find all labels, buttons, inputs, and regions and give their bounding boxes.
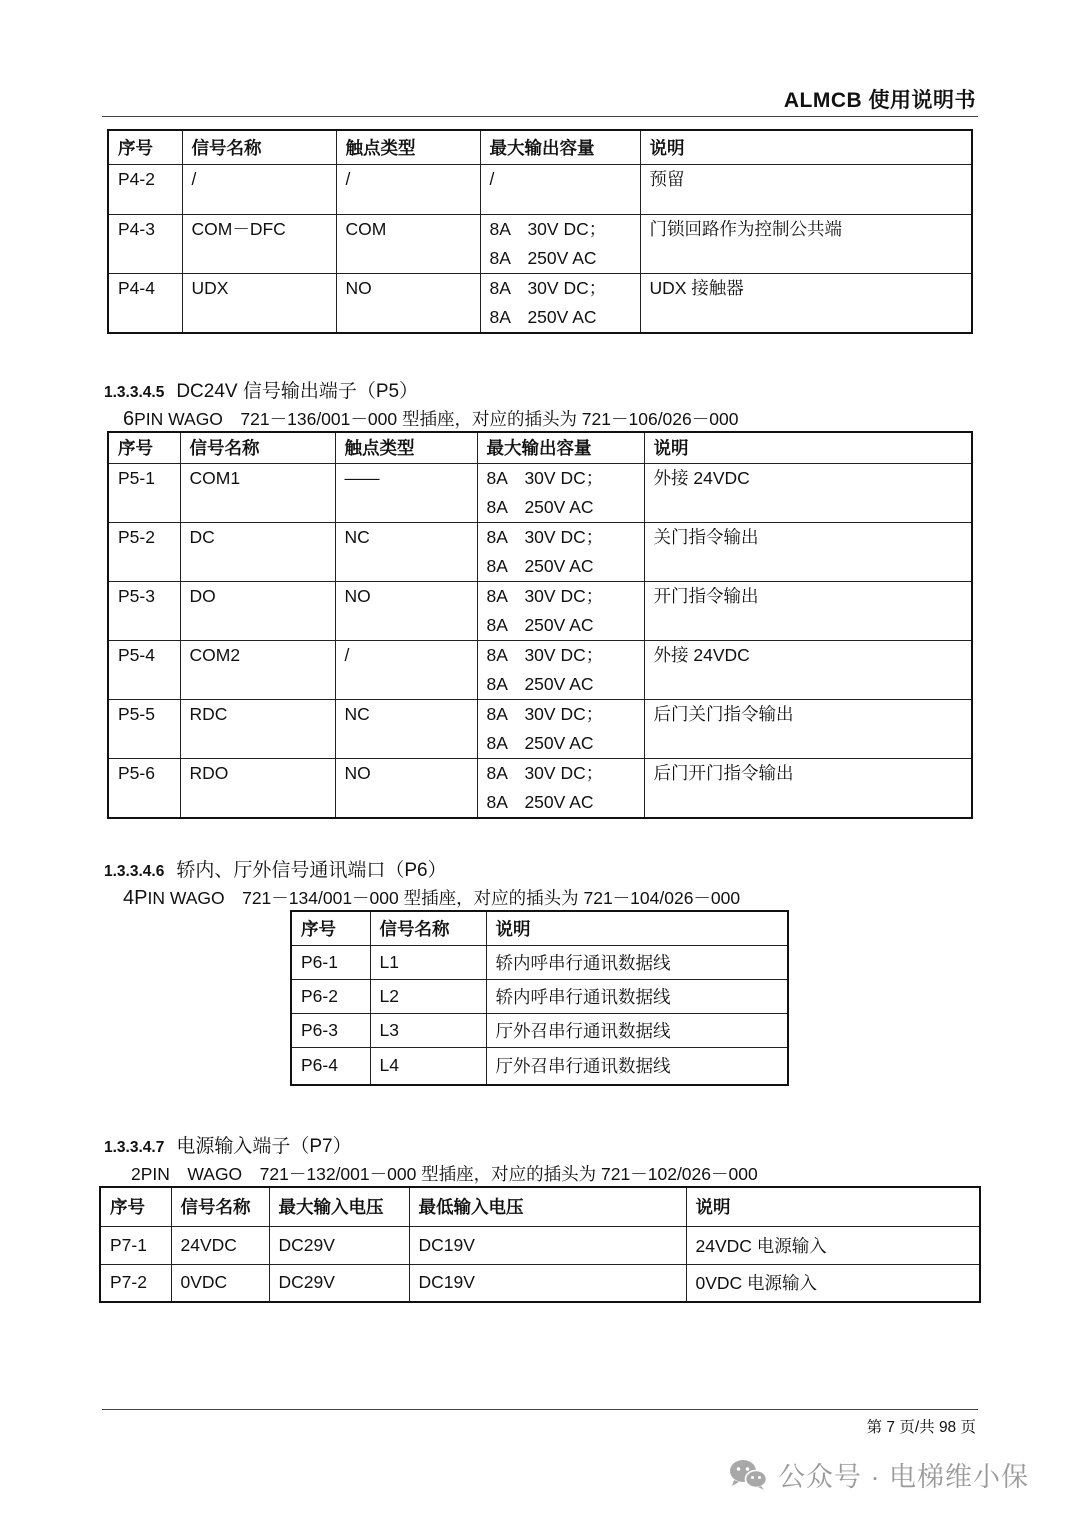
connector-spec: IN WAGO 721－134/001－000 型插座，对应的插头为 721－104/026－000	[147, 888, 741, 908]
column-header: 说明	[644, 432, 972, 463]
row-capacity-ac: 8A 250V AC	[489, 247, 597, 268]
row-signal: UDX	[191, 277, 229, 298]
column-header: 信号名称	[370, 911, 486, 945]
row-signal: COM1	[189, 467, 241, 488]
section-number: 1.3.3.4.7	[104, 1139, 165, 1156]
table-header-row	[100, 1187, 980, 1226]
table-row	[108, 581, 972, 640]
column-header: 最大输出容量	[480, 130, 640, 164]
row-capacity-dc: 8A 30V DC；	[486, 585, 604, 606]
table-header-row	[291, 911, 788, 945]
row-capacity-ac: 8A 250V AC	[486, 673, 594, 694]
watermark	[728, 1455, 1029, 1494]
section-title: 轿内、厅外信号通讯端口（P6）	[176, 860, 447, 881]
row-capacity-dc: 8A 30V DC；	[486, 467, 604, 488]
table-row	[108, 699, 972, 758]
column-header: 最低输入电压	[409, 1187, 686, 1226]
row-desc: 外接 24VDC	[653, 644, 750, 665]
column-header: 信号名称	[180, 432, 335, 463]
column-header: 信号名称	[182, 130, 336, 164]
row-capacity-ac: 8A 250V AC	[486, 614, 594, 635]
row-desc: 门锁回路作为控制公共端	[649, 218, 842, 239]
table-row	[108, 758, 972, 818]
row-max-voltage: DC29V	[269, 1226, 409, 1264]
column-header: 序号	[108, 432, 180, 463]
row-signal: 24VDC	[171, 1226, 269, 1264]
table-row	[108, 640, 972, 699]
row-signal: L3	[370, 1013, 486, 1047]
table-row	[108, 463, 972, 522]
section-subtitle-p6	[123, 885, 740, 910]
row-signal: 0VDC	[171, 1264, 269, 1302]
section-heading-p6	[104, 855, 447, 882]
table-row	[291, 945, 788, 979]
row-signal: RDO	[189, 762, 229, 783]
row-capacity-dc: 8A 30V DC；	[486, 762, 604, 783]
row-max-voltage: DC29V	[269, 1264, 409, 1302]
row-contact: NC	[344, 526, 370, 547]
row-desc: 0VDC 电源输入	[686, 1264, 980, 1302]
table-row	[108, 164, 972, 214]
pin-count: 6	[123, 408, 135, 430]
header-rule	[102, 116, 978, 117]
row-desc: 24VDC 电源输入	[686, 1226, 980, 1264]
row-desc: 关门指令输出	[653, 526, 759, 547]
table-row	[108, 273, 972, 333]
row-capacity-ac: 8A 250V AC	[489, 306, 597, 327]
row-id: P5-5	[118, 703, 155, 724]
row-capacity-dc: 8A 30V DC；	[486, 644, 604, 665]
row-capacity-dc: 8A 30V DC；	[489, 218, 607, 239]
row-signal: L2	[370, 979, 486, 1013]
pin-count: 4P	[123, 887, 148, 909]
row-id: P5-3	[118, 585, 155, 606]
section-heading-p5	[104, 376, 418, 403]
row-id: P5-6	[118, 762, 155, 783]
connector-spec: PIN WAGO 721－136/001－000 型插座，对应的插头为 721－106/026－000	[134, 409, 739, 429]
column-header: 最大输出容量	[477, 432, 644, 463]
column-header: 说明	[686, 1187, 980, 1226]
row-contact: NO	[345, 277, 372, 298]
column-header: 序号	[100, 1187, 171, 1226]
row-desc: 轿内呼串行通讯数据线	[486, 945, 788, 979]
row-contact: NO	[344, 585, 371, 606]
row-id: P5-4	[118, 644, 155, 665]
row-signal: L4	[370, 1047, 486, 1085]
row-id: P6-3	[291, 1013, 370, 1047]
row-capacity-dc: 8A 30V DC；	[486, 526, 604, 547]
table-p5	[107, 431, 973, 819]
table-row	[291, 979, 788, 1013]
row-id: P6-4	[291, 1047, 370, 1085]
row-signal: COM2	[189, 644, 241, 665]
row-capacity-dc: 8A 30V DC；	[486, 703, 604, 724]
row-signal: L1	[370, 945, 486, 979]
row-desc: UDX 接触器	[649, 277, 744, 298]
wechat-icon	[728, 1458, 768, 1492]
section-number: 1.3.3.4.6	[104, 863, 165, 880]
row-id: P4-2	[118, 168, 155, 189]
row-desc: 外接 24VDC	[653, 467, 750, 488]
table-row	[100, 1226, 980, 1264]
row-signal: COM－DFC	[191, 218, 286, 239]
column-header: 最大输入电压	[269, 1187, 409, 1226]
row-desc: 预留	[649, 168, 685, 189]
row-desc: 开门指令输出	[653, 585, 759, 606]
section-heading-p7	[104, 1131, 352, 1158]
table-header-row	[108, 432, 972, 463]
section-title: 电源输入端子（P7）	[176, 1136, 352, 1157]
watermark-text: 公众号 · 电梯维小保	[778, 1462, 1029, 1492]
section-number: 1.3.3.4.5	[104, 384, 165, 401]
row-desc: 厅外召串行通讯数据线	[486, 1047, 788, 1085]
row-contact: NC	[344, 703, 370, 724]
row-desc: 后门关门指令输出	[653, 703, 794, 724]
section-title: DC24V 信号输出端子（P5）	[176, 381, 419, 402]
row-min-voltage: DC19V	[409, 1226, 686, 1264]
row-capacity-dc: 8A 30V DC；	[489, 277, 607, 298]
row-id: P6-1	[291, 945, 370, 979]
column-header: 序号	[108, 130, 182, 164]
section-subtitle-p5	[123, 406, 738, 431]
page-number: 第 7 页/共 98 页	[866, 1419, 976, 1436]
row-id: P4-4	[118, 277, 155, 298]
row-signal: DO	[189, 585, 216, 606]
row-id: P7-2	[100, 1264, 171, 1302]
row-id: P5-1	[118, 467, 155, 488]
table-p6	[290, 910, 789, 1086]
column-header: 说明	[486, 911, 788, 945]
row-contact: ——	[344, 467, 380, 488]
row-capacity-ac: 8A 250V AC	[486, 496, 594, 517]
row-desc: 轿内呼串行通讯数据线	[486, 979, 788, 1013]
row-desc: 后门开门指令输出	[653, 762, 794, 783]
table-row	[100, 1264, 980, 1302]
row-signal: RDC	[189, 703, 228, 724]
row-desc: 厅外召串行通讯数据线	[486, 1013, 788, 1047]
row-contact: /	[344, 644, 350, 665]
row-capacity-ac: 8A 250V AC	[486, 555, 594, 576]
row-capacity-ac: 8A 250V AC	[486, 732, 594, 753]
document-title: ALMCB 使用说明书	[783, 89, 976, 112]
table-header-row	[108, 130, 972, 164]
table-row	[108, 522, 972, 581]
row-id: P7-1	[100, 1226, 171, 1264]
row-id: P5-2	[118, 526, 155, 547]
column-header: 信号名称	[171, 1187, 269, 1226]
row-id: P4-3	[118, 218, 155, 239]
table-row	[108, 214, 972, 273]
row-signal: DC	[189, 526, 215, 547]
column-header: 序号	[291, 911, 370, 945]
row-min-voltage: DC19V	[409, 1264, 686, 1302]
table-row	[291, 1047, 788, 1085]
section-subtitle-p7: 2PIN WAGO 721－132/001－000 型插座，对应的插头为 721－102/026－000	[131, 1164, 758, 1184]
row-signal: /	[191, 168, 197, 189]
row-contact: /	[345, 168, 351, 189]
row-contact: NO	[344, 762, 371, 783]
column-header: 触点类型	[335, 432, 477, 463]
footer-rule	[102, 1409, 978, 1410]
table-row	[291, 1013, 788, 1047]
row-capacity-ac: 8A 250V AC	[486, 791, 594, 812]
table-p7	[99, 1186, 981, 1303]
column-header: 说明	[640, 130, 972, 164]
table-p4	[107, 129, 973, 334]
row-contact: COM	[345, 218, 387, 239]
row-capacity: /	[489, 168, 495, 189]
row-id: P6-2	[291, 979, 370, 1013]
column-header: 触点类型	[336, 130, 480, 164]
